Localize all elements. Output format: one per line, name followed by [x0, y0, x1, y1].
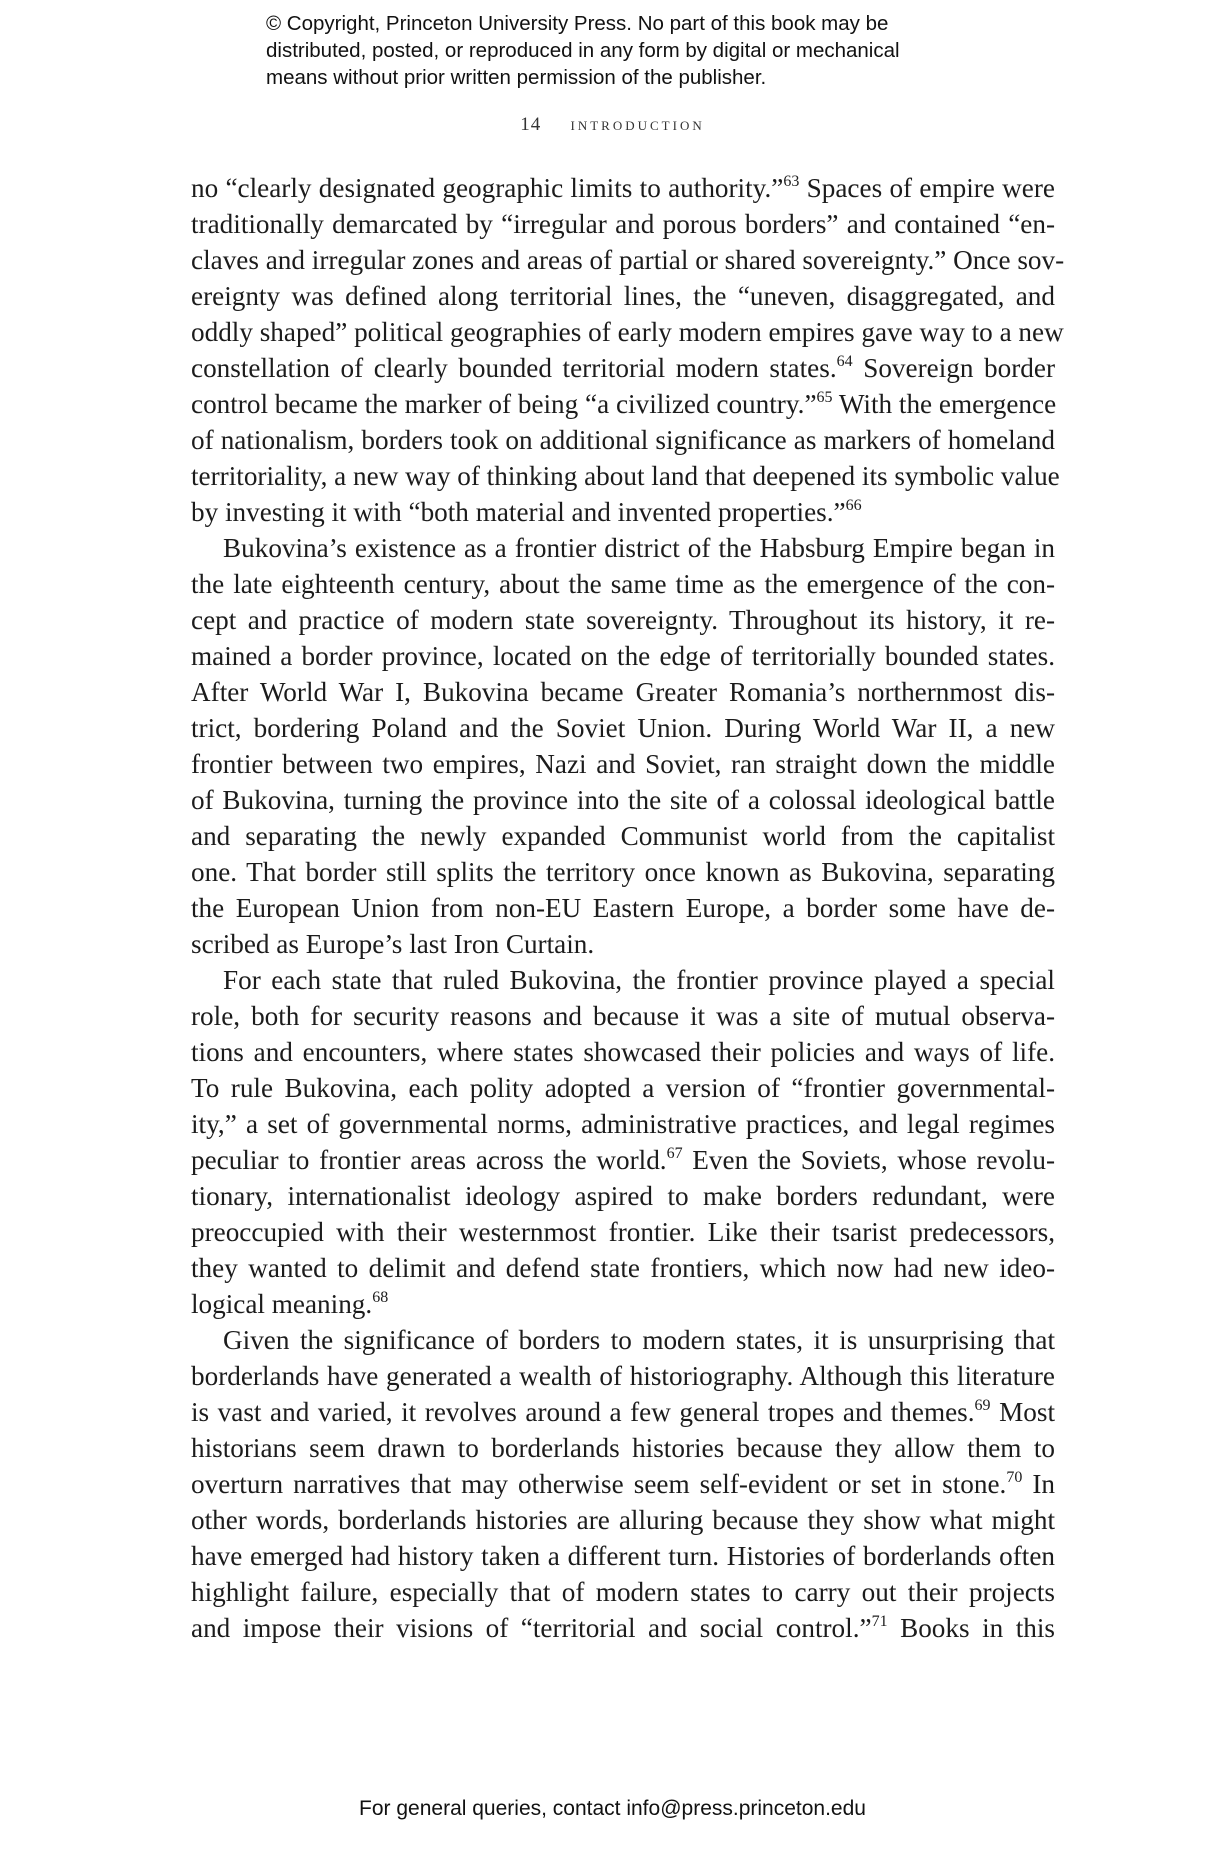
- section-title: introduction: [570, 114, 705, 135]
- text-line: tionary, internationalist ideology aspired to make borders redundant, were: [191, 1181, 1055, 1211]
- copyright-notice: [266, 10, 1026, 91]
- text-line: control became the marker of being “a civilized country.”$^{65}$ With the emergence: [191, 389, 1057, 419]
- text-line: the European Union from non-EU Eastern Europe, a border some have de-: [191, 893, 1055, 923]
- text-line: mained a border province, located on the edge of territorially bounded states.: [191, 641, 1055, 671]
- text-line: they wanted to delimit and defend state frontiers, which now had new ideo-: [191, 1253, 1055, 1283]
- text-line: the late eighteenth century, about the same time as the emergence of the con-: [191, 569, 1055, 599]
- text-line: To rule Bukovina, each polity adopted a version of “frontier governmental-: [191, 1073, 1055, 1103]
- text-line: no “clearly designated geographic limits to authority.”$^{63}$ Spaces of empire were: [191, 173, 1055, 203]
- footer-contact: For general queries, contact info@press.princeton.edu: [359, 1797, 866, 1820]
- text-line: other words, borderlands histories are alluring because they show what might: [191, 1505, 1055, 1535]
- paragraph-first-line: Given the significance of borders to modern states, it is unsurprising that: [223, 1325, 1055, 1355]
- text-line: role, both for security reasons and because it was a site of mutual observa-: [191, 1001, 1055, 1031]
- text-line: traditionally demarcated by “irregular and porous borders” and contained “en-: [191, 209, 1055, 239]
- text-line: have emerged had history taken a different turn. Histories of borderlands often: [191, 1541, 1055, 1571]
- text-line: by investing it with “both material and invented properties.”$^{66}$: [191, 497, 862, 527]
- footnote-ref[interactable]: 67: [666, 1145, 683, 1162]
- text-line: ereignty was defined along territorial lines, the “uneven, disaggregated, and: [191, 281, 1055, 311]
- text-line: preoccupied with their westernmost frontier. Like their tsarist predecessors,: [191, 1217, 1055, 1247]
- footnote-ref[interactable]: 69: [974, 1397, 991, 1414]
- footnote-ref[interactable]: 70: [1006, 1469, 1023, 1486]
- text-line: After World War I, Bukovina became Greater Romania’s northernmost dis-: [191, 677, 1055, 707]
- text-line: historians seem drawn to borderlands histories because they allow them to: [191, 1433, 1055, 1463]
- paragraph-first-line: For each state that ruled Bukovina, the frontier province played a special: [223, 965, 1055, 995]
- copyright-line: © Copyright, Princeton University Press. No part of this book may be: [266, 12, 889, 35]
- footnote-ref[interactable]: 68: [372, 1289, 389, 1306]
- running-head: [0, 114, 1225, 136]
- text-line: borderlands have generated a wealth of historiography. Although this literature: [191, 1361, 1055, 1391]
- footnote-ref[interactable]: 66: [845, 497, 862, 514]
- footnote-ref[interactable]: 64: [836, 353, 853, 370]
- text-line: constellation of clearly bounded territorial modern states.$^{64}$ Sovereign border: [191, 353, 1056, 383]
- text-line: ity,” a set of governmental norms, administrative practices, and legal regimes: [191, 1109, 1055, 1139]
- text-line: trict, bordering Poland and the Soviet Union. During World War II, a new: [191, 713, 1055, 743]
- footnote-ref[interactable]: 71: [871, 1613, 888, 1630]
- text-line: oddly shaped” political geographies of early modern empires gave way to a new: [191, 317, 1064, 347]
- text-line: territoriality, a new way of thinking about land that deepened its symbolic value: [191, 461, 1060, 491]
- text-line: logical meaning.$^{68}$: [191, 1289, 389, 1319]
- text-line: frontier between two empires, Nazi and Soviet, ran straight down the middle: [191, 749, 1055, 779]
- text-line: is vast and varied, it revolves around a few general tropes and themes.$^{69}$ Most: [191, 1397, 1055, 1427]
- text-line: one. That border still splits the territory once known as Bukovina, separating: [191, 857, 1055, 887]
- text-line: highlight failure, especially that of modern states to carry out their projects: [191, 1577, 1055, 1607]
- text-line: of Bukovina, turning the province into the site of a colossal ideological battle: [191, 785, 1055, 815]
- text-line: scribed as Europe’s last Iron Curtain.: [191, 929, 595, 959]
- text-line: cept and practice of modern state sovereignty. Throughout its history, it re-: [191, 605, 1055, 635]
- footnote-ref[interactable]: 63: [783, 173, 800, 190]
- body-text: [191, 170, 1065, 1646]
- copyright-line: means without prior written permission of the publisher.: [266, 66, 767, 89]
- text-line: and separating the newly expanded Communist world from the capitalist: [191, 821, 1055, 851]
- text-line: peculiar to frontier areas across the world.$^{67}$ Even the Soviets, whose revolu-: [191, 1145, 1055, 1175]
- copyright-line: distributed, posted, or reproduced in any form by digital or mechanical: [266, 39, 900, 62]
- text-line: overturn narratives that may otherwise seem self-evident or set in stone.$^{70}$ In: [191, 1469, 1055, 1499]
- text-line: of nationalism, borders took on additional significance as markers of homeland: [191, 425, 1055, 455]
- text-line: tions and encounters, where states showcased their policies and ways of life.: [191, 1037, 1055, 1067]
- page-number: 14: [520, 114, 542, 135]
- text-line: and impose their visions of “territorial and social control.”$^{71}$ Books in this: [191, 1613, 1055, 1643]
- footnote-ref[interactable]: 65: [816, 389, 833, 406]
- paragraph-first-line: Bukovina’s existence as a frontier district of the Habsburg Empire began in: [223, 533, 1055, 563]
- text-line: claves and irregular zones and areas of partial or shared sovereignty.” Once sov-: [191, 245, 1065, 275]
